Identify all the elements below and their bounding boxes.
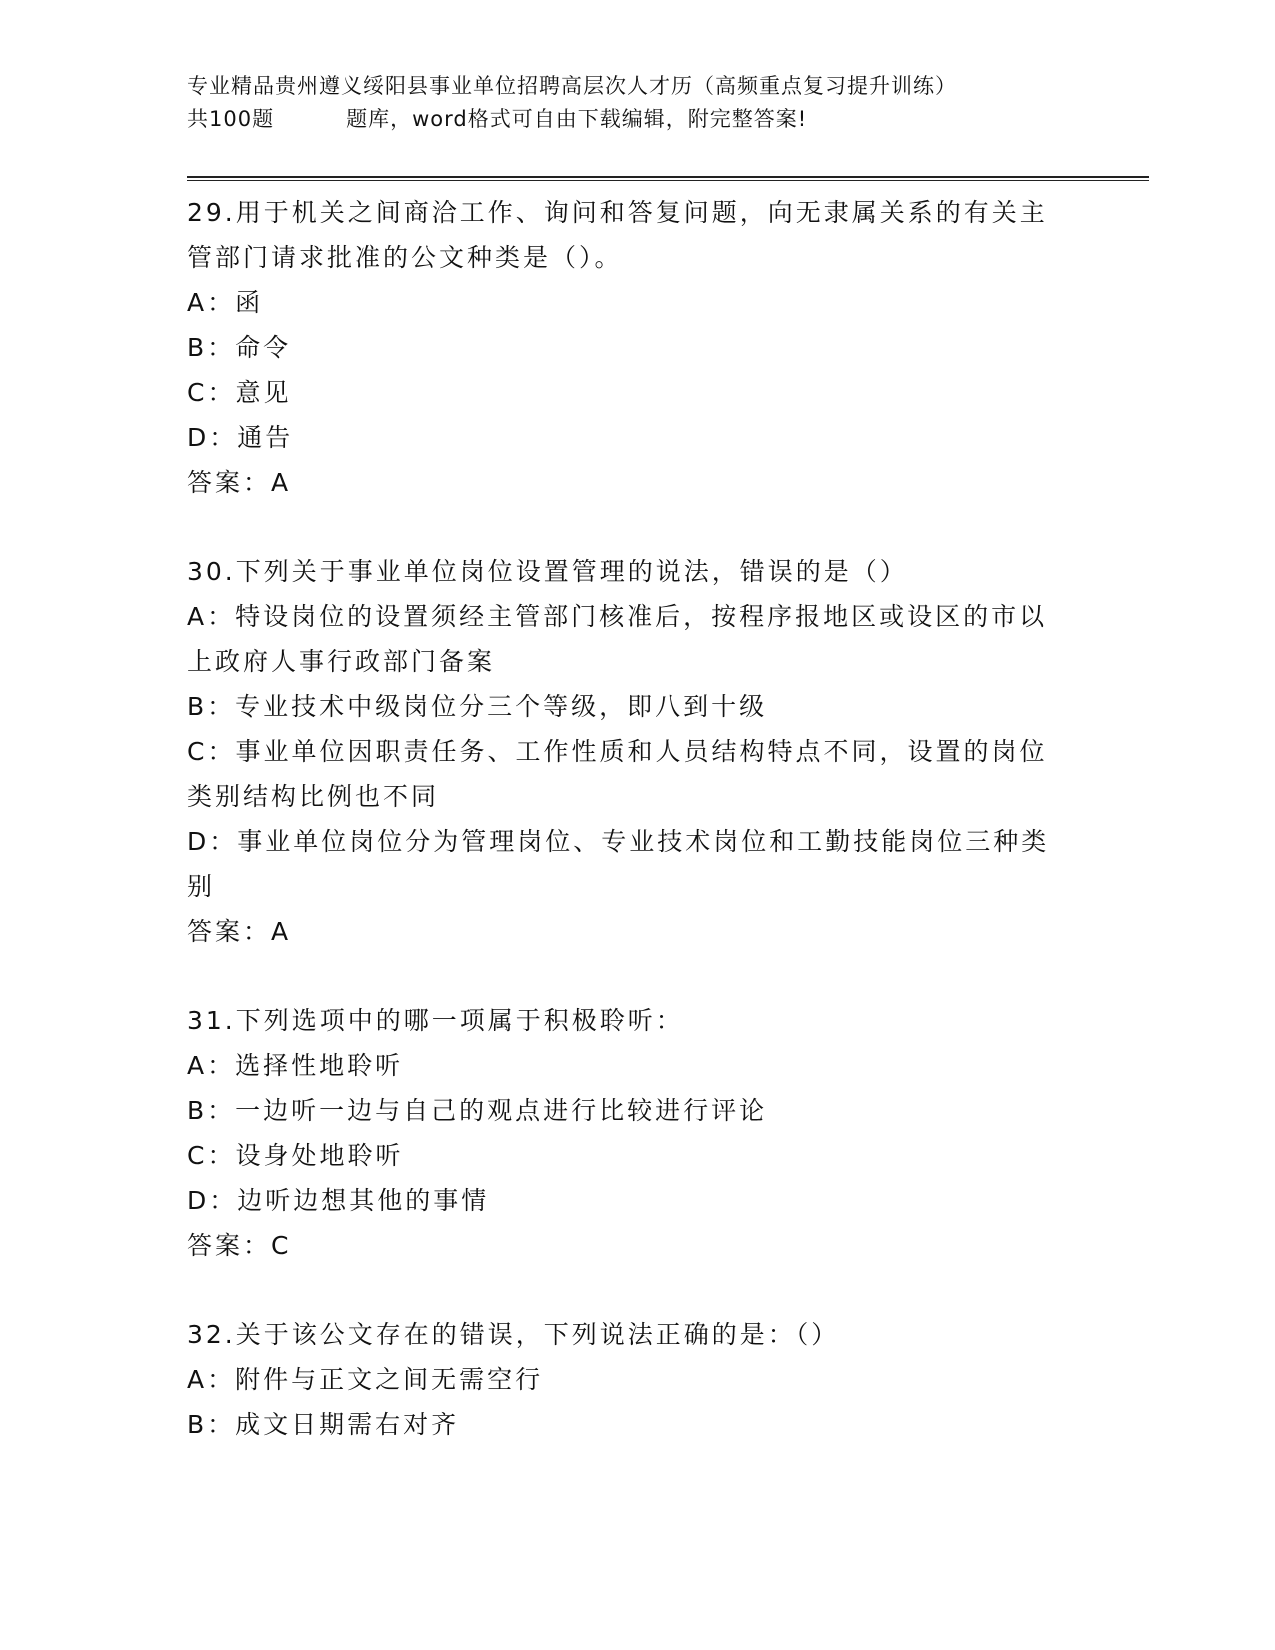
question-list <box>187 190 1087 1491</box>
answer: 答案：C <box>187 1231 292 1260</box>
header-description: 题库，word格式可自由下载编辑，附完整答案! <box>346 107 808 131</box>
option-d: D：边听边想其他的事情 <box>187 1186 490 1215</box>
question-stem: 30.下列关于事业单位岗位设置管理的说法，错误的是（） <box>187 557 908 586</box>
option-a-continued: 上政府人事行政部门备案 <box>187 647 496 676</box>
option-a: A：特设岗位的设置须经主管部门核准后，按程序报地区或设区的市以 <box>187 602 1048 631</box>
option-a: A：选择性地聆听 <box>187 1051 404 1080</box>
option-c: C：事业单位因职责任务、工作性质和人员结构特点不同，设置的岗位 <box>187 737 1048 766</box>
option-b: B：一边听一边与自己的观点进行比较进行评论 <box>187 1096 768 1125</box>
option-b: B：命令 <box>187 333 292 362</box>
header-subtitle <box>187 103 1087 136</box>
option-d: D：通告 <box>187 423 294 452</box>
header-divider <box>187 176 1149 181</box>
question-stem: 29.用于机关之间商洽工作、询问和答复问题，向无隶属关系的有关主 <box>187 198 1048 227</box>
option-c: C：设身处地聆听 <box>187 1141 404 1170</box>
option-c-continued: 类别结构比例也不同 <box>187 782 440 811</box>
option-b: B：成文日期需右对齐 <box>187 1410 460 1439</box>
option-a: A：函 <box>187 288 264 317</box>
question-stem-continued: 管部门请求批准的公文种类是（）。 <box>187 243 623 272</box>
question-30 <box>187 549 1087 954</box>
option-a: A：附件与正文之间无需空行 <box>187 1365 544 1394</box>
question-29 <box>187 190 1087 505</box>
header-title: 专业精品贵州遵义绥阳县事业单位招聘高层次人才历（高频重点复习提升训练） <box>187 74 957 98</box>
header-question-count: 共100题 <box>187 107 275 131</box>
question-stem: 32.关于该公文存在的错误，下列说法正确的是：（） <box>187 1320 840 1349</box>
question-32 <box>187 1312 1087 1447</box>
answer: 答案：A <box>187 917 292 946</box>
document-header <box>187 70 1087 136</box>
option-d: D：事业单位岗位分为管理岗位、专业技术岗位和工勤技能岗位三种类 <box>187 827 1050 856</box>
option-b: B：专业技术中级岗位分三个等级，即八到十级 <box>187 692 768 721</box>
option-d-continued: 别 <box>187 872 216 901</box>
question-stem: 31.下列选项中的哪一项属于积极聆听： <box>187 1006 684 1035</box>
option-c: C：意见 <box>187 378 292 407</box>
answer: 答案：A <box>187 468 292 497</box>
question-31 <box>187 998 1087 1268</box>
